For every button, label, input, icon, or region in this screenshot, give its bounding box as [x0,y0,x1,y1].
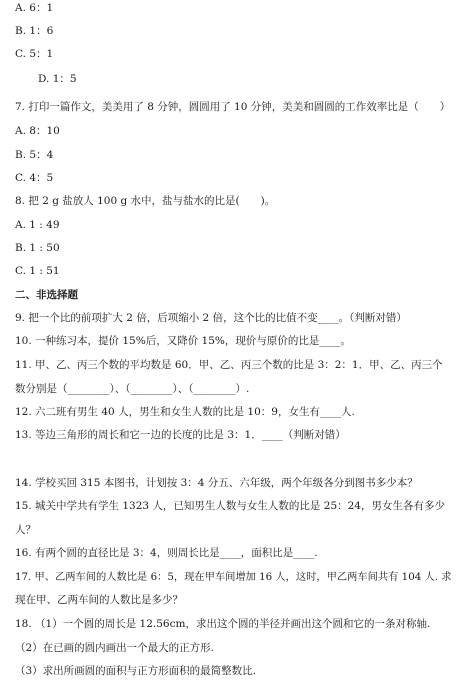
question-12: 12. 六二班有男生 40 人，男生和女生人数的比是 10：9，女生有____人. [15,406,355,418]
question-8: 8. 把 2 g 盐放人 100 g 水中，盐与盐水的比是( )。 [15,195,276,207]
option-c-8: C. 1 : 51 [15,265,60,277]
option-a-7: A. 8：10 [15,125,60,137]
question-18-part-1: 18. （1）一个圆的周长是 12.56cm，求出这个圆的半径并画出这个圆和它的一条对称轴. [15,618,431,630]
question-16: 16. 有两个圆的直径比是 3：4，则周长比是____，面积比是____. [15,547,318,559]
option-d-6: D. 1：5 [38,73,77,85]
option-b-6: B. 1：6 [15,25,54,37]
question-13: 13. 等边三角形的周长和它一边的长度的比是 3：1．____（判断对错） [15,429,346,441]
section-heading: 二、非选择题 [15,289,78,301]
question-17-cont: 现在甲、乙两车间的人数比是多少？ [15,594,183,606]
question-18-part-3: （3）求出所画圆的面积与正方形面积的最简整数比. [15,665,257,677]
question-15-cont: 人？ [15,524,36,536]
option-b-7: B. 5：4 [15,149,54,161]
question-7: 7. 打印一篇作文，美美用了 8 分钟，圆圆用了 10 分钟，美美和圆圆的工作效率比是（ ） [15,101,451,113]
option-c-7: C. 4：5 [15,172,54,184]
question-11-cont: 数分别是（________）、（________）、（________）. [15,383,250,395]
option-c-6: C. 5：1 [15,48,54,60]
question-18-part-2: （2）在已画的圆内画出一个最大的正方形. [15,642,215,654]
question-10: 10. 一种练习本，提价 15%后，又降价 15%，现价与原价的比是____。 [15,335,351,347]
question-11: 11. 甲、乙、丙三个数的平均数是 60．甲、乙、丙三个数的比是 3：2：1．甲、乙、丙三个 [15,359,443,371]
question-17: 17. 甲、乙两车间的人数比是 6：5，现在甲车间增加 16 人，这时，甲乙两车间共有 104 人. 求 [15,571,452,583]
question-9: 9. 把一个比的前项扩大 2 倍，后项缩小 2 倍，这个比的比值不变____。（判断对错） [15,312,407,324]
option-a-8: A. 1 : 49 [15,219,60,231]
question-14: 14. 学校买回 315 本图书，计划按 3：4 分五、六年级，两个年级各分到图书多少本？ [15,477,418,489]
question-15: 15. 城关中学共有学生 1323 人，已知男生人数与女生人数的比是 25：24，男女生各有多少 [15,500,445,512]
option-b-8: B. 1 : 50 [15,242,60,254]
option-a-6: A. 6：1 [15,2,54,14]
